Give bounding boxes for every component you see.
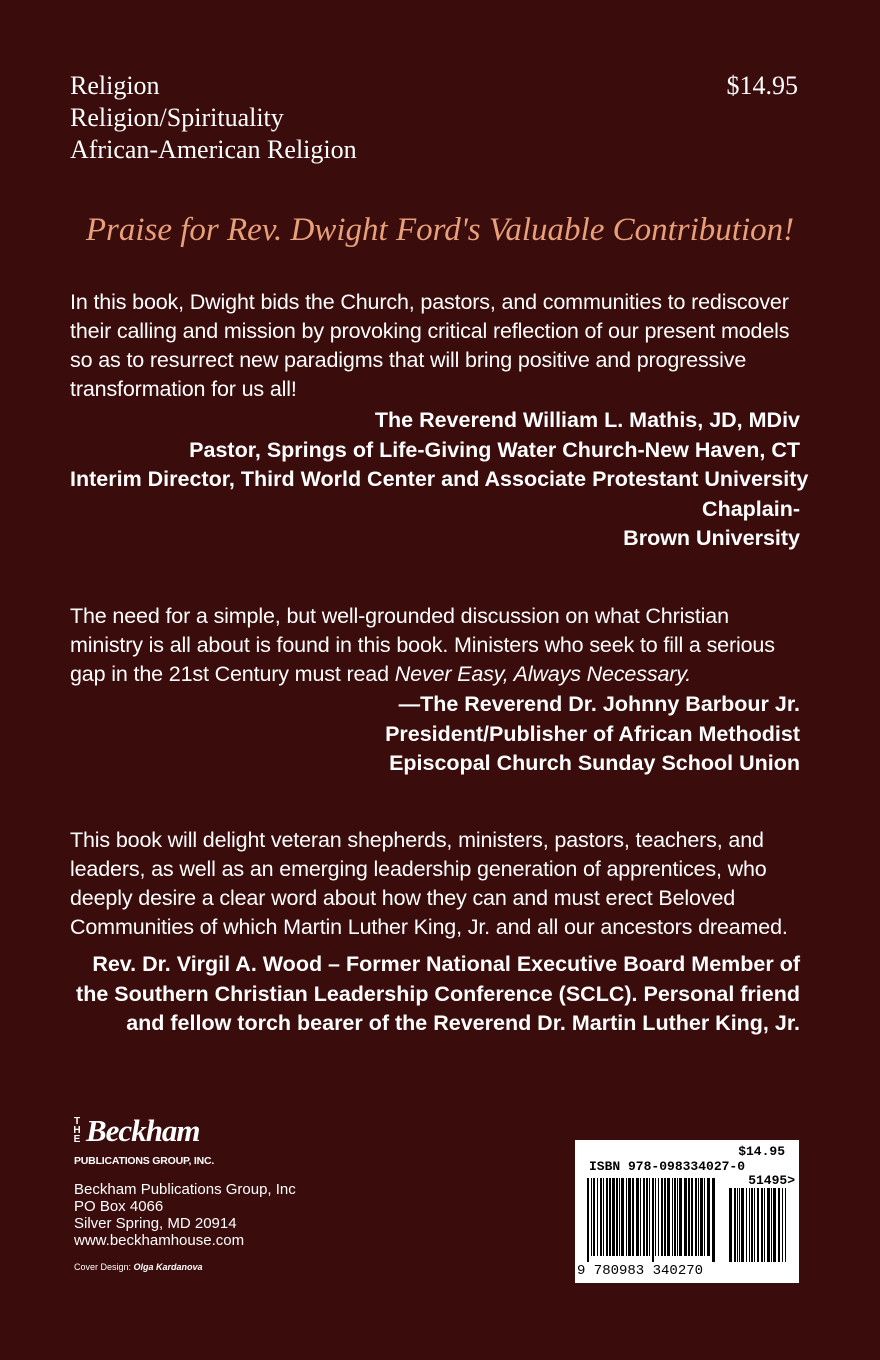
barcode-bar <box>677 1178 678 1256</box>
barcode-bar <box>621 1178 624 1256</box>
barcode-bar <box>698 1178 699 1256</box>
barcode-bar <box>606 1178 608 1256</box>
attribution-line: and fellow torch bearer of the Reverend Dr. Martin Luther King, Jr. <box>126 1011 800 1035</box>
price: $14.95 <box>726 71 798 100</box>
barcode-bar <box>679 1178 682 1256</box>
barcode-bar <box>672 1178 673 1256</box>
attribution-line: The Reverend William L. Mathis, JD, MDiv <box>374 408 800 432</box>
publisher-logo <box>72 1115 232 1171</box>
barcode-bar <box>737 1188 738 1262</box>
barcode-bar <box>761 1188 763 1262</box>
barcode-bar <box>751 1188 753 1262</box>
barcode-bar <box>655 1178 656 1256</box>
barcode-bar <box>609 1178 611 1256</box>
attribution-line: President/Publisher of African Methodist <box>385 721 800 746</box>
publisher-address <box>74 1181 296 1249</box>
address-line: Silver Spring, MD 20914 <box>74 1215 237 1232</box>
attribution-line: Rev. Dr. Virgil A. Wood – Former National Executive Board Member of <box>92 952 800 976</box>
barcode-bar <box>664 1178 666 1256</box>
barcode-bar <box>593 1178 595 1256</box>
logo-the: T H E <box>73 1116 81 1145</box>
attribution-line: the Southern Christian Leadership Conference (SCLC). Personal friend <box>76 981 800 1006</box>
barcode-bar <box>652 1178 654 1262</box>
barcode-bar <box>649 1178 650 1256</box>
barcode-bar <box>616 1178 618 1256</box>
quote-3-body: This book will delight veteran shepherds, ministers, pastors, teachers, and leaders, as well as an emerging leadership generation of apprentices, who deeply desire a clear word about how they can and must erect Beloved Communities of which Martin Luther King, Jr. and all our ancestors dreamed. <box>70 828 788 939</box>
designer-name: Olga Kardanova <box>133 1262 203 1272</box>
attribution-line: Episcopal Church Sunday School Union <box>389 751 800 775</box>
barcode-bar <box>782 1188 783 1262</box>
barcode-bar <box>754 1188 755 1262</box>
address-line: PO Box 4066 <box>74 1198 164 1215</box>
attribution-line: Pastor, Springs of Life-Giving Water Church-New Haven, CT <box>189 437 800 462</box>
book-title: Never Easy, Always Necessary. <box>394 662 692 686</box>
barcode-bar <box>658 1178 659 1256</box>
barcode-bars <box>587 1178 787 1262</box>
logo-name: Beckham <box>86 1113 200 1148</box>
attribution-line: Interim Director, Third World Center and Associate Protestant University <box>70 467 809 491</box>
barcode-bar <box>704 1178 705 1256</box>
barcode-bar <box>646 1178 648 1256</box>
barcode-bar <box>674 1178 676 1256</box>
cover-design-credit: Cover Design: Olga Kardanova <box>74 1262 203 1272</box>
barcode-bar <box>688 1178 690 1256</box>
barcode-bar <box>667 1178 670 1256</box>
attribution-line: —The Reverend Dr. Johnny Barbour Jr. <box>398 692 800 716</box>
barcode-bar <box>632 1178 634 1256</box>
barcode-bar <box>785 1188 786 1262</box>
category-list <box>70 70 357 166</box>
barcode-bar <box>739 1188 740 1262</box>
barcode-bar <box>700 1178 703 1256</box>
quote-1-body: In this book, Dwight bids the Church, pastors, and communities to rediscover their calling and mission by provoking critical reflection of our present models so as to resurrect new paradigms that will bring positive and progressive transformation for us all! <box>70 290 790 401</box>
barcode <box>575 1140 799 1283</box>
attribution-line: Brown University <box>623 526 800 550</box>
barcode-isbn: ISBN 978-098334027-0 <box>589 1159 746 1174</box>
logo-subtitle: PUBLICATIONS GROUP, INC. <box>74 1155 215 1167</box>
barcode-bar <box>749 1188 750 1262</box>
barcode-bar <box>757 1188 759 1262</box>
address-line: Beckham Publications Group, Inc <box>74 1181 296 1198</box>
barcode-bar <box>707 1178 710 1256</box>
barcode-bar <box>643 1178 645 1256</box>
quote-2-attribution <box>70 690 800 779</box>
barcode-bar <box>691 1178 693 1256</box>
barcode-digits: 9 780983 340270 <box>577 1263 704 1279</box>
barcode-bar <box>778 1188 780 1262</box>
barcode-bar <box>771 1188 772 1262</box>
barcode-bar <box>619 1178 620 1256</box>
category-item: African-American Religion <box>70 135 357 164</box>
quote-1-attribution <box>70 406 809 554</box>
barcode-bar <box>684 1178 687 1256</box>
barcode-price: $14.95 <box>738 1144 785 1159</box>
barcode-bar <box>746 1188 747 1262</box>
barcode-bar <box>729 1188 732 1262</box>
barcode-bar <box>764 1188 765 1262</box>
attribution-line: Chaplain- <box>702 496 800 521</box>
barcode-bar <box>695 1178 697 1256</box>
barcode-bar <box>712 1178 715 1262</box>
barcode-bar <box>626 1178 627 1256</box>
barcode-bar <box>640 1178 641 1256</box>
website: www.beckhamhouse.com <box>74 1232 245 1249</box>
barcode-bar <box>597 1178 598 1256</box>
barcode-bar <box>603 1178 604 1256</box>
barcode-bar <box>741 1188 744 1262</box>
barcode-bar <box>600 1178 602 1256</box>
praise-heading: Praise for Rev. Dwight Ford's Valuable Contribution! <box>85 212 795 248</box>
barcode-bar <box>612 1178 615 1256</box>
barcode-bar <box>591 1178 592 1256</box>
category-item: Religion <box>70 71 160 100</box>
barcode-bar <box>734 1188 736 1262</box>
category-item: Religion/Spirituality <box>70 103 284 132</box>
barcode-bar <box>661 1178 663 1256</box>
barcode-bar <box>587 1178 589 1262</box>
barcode-bar <box>628 1178 631 1256</box>
barcode-bar <box>636 1178 639 1256</box>
barcode-bar <box>767 1188 770 1262</box>
quote-3-attribution <box>70 950 800 1039</box>
barcode-bar <box>773 1188 776 1262</box>
quote-2-body: The need for a simple, but well-grounded discussion on what Christian ministry is all about is found in this book. Ministers who seek to fill a serious gap in the 21st Century must read Never Easy, Always Necessary. <box>70 604 775 686</box>
barcode-supplement-code: 51495> <box>748 1173 795 1188</box>
